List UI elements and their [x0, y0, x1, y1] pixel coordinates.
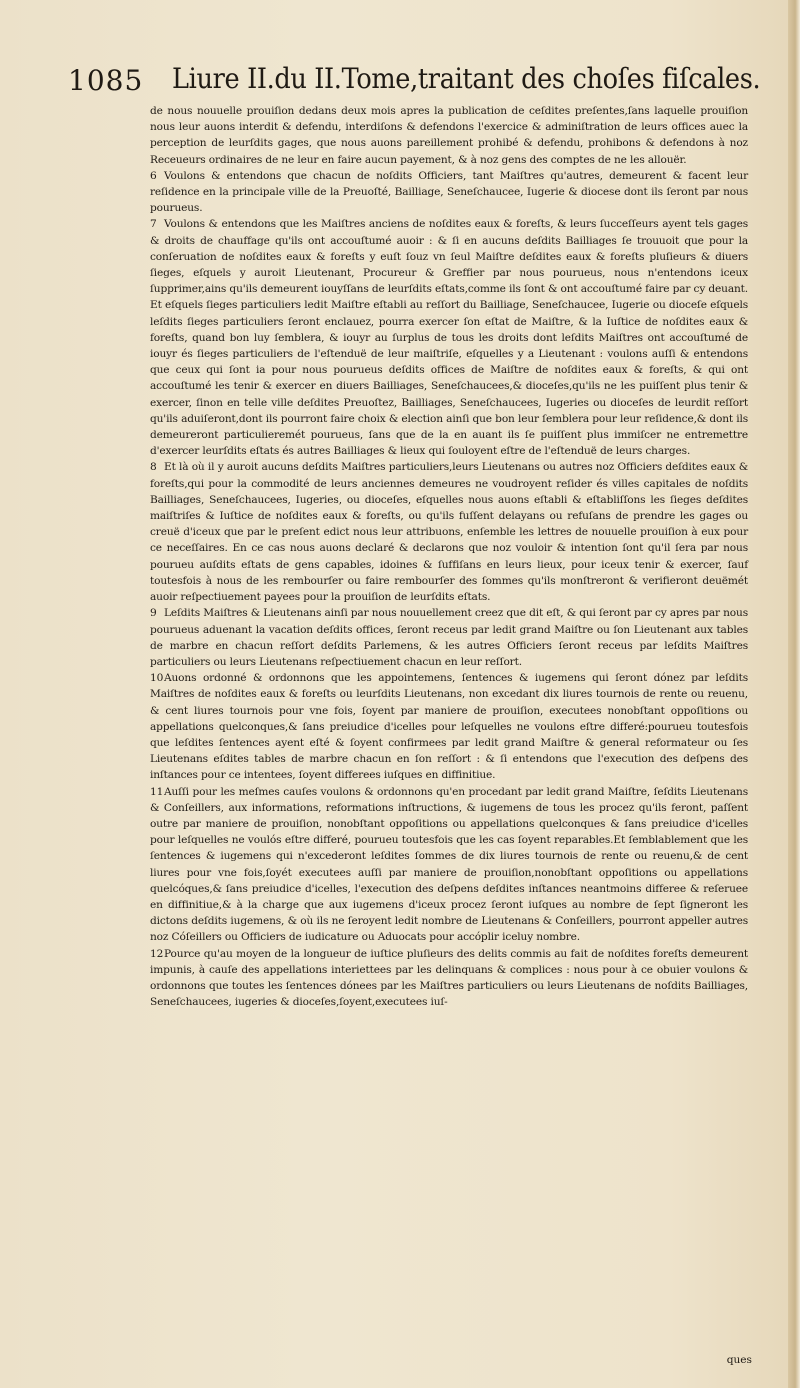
- article-number: 9: [150, 607, 157, 620]
- paragraph-text: Et là où il y auroit aucuns deſdits Maiſtres particuliers,leurs Lieutenans ou autres noz Officiers deſdites eaux & foreſts,qui pour la commodité de leurs anciennes demeures ne voudroyent reſider és villes capitales de noſdits Bailliages, Seneſchaucees, Iugeries, ou dioceſes, eſquelles nous auons eſtabli & eſtabliſſons les ſieges deſdites maiſtriſes & Iuſtice de noſdites eaux & foreſts, ou qu'ils fuſſent delayans ou refuſans de prendre les gages ou creuë d'iceux que par le preſent edict nous leur attribuons, enſemble les lettres de nouuelle prouiſion à eux pour ce neceſſaires. En ce cas nous auons declaré & declarons que noz vouloir & intention ſont qu'il ſera par nous pourueu auſdits eſtats de gens capables, idoines & ſuffiſans en leurs lieux, pour iceux tenir & exercer, ſauf toutesfois à nous de les rembourſer ou faire rembourſer des ſommes qu'ils monſtreront & verifieront deuëmét auoir reſpectiuement payees pour la prouiſion de leurſdits eſtats.: [150, 461, 748, 604]
- paragraph-text: Leſdits Maiſtres & Lieutenans ainſi par nous nouuellement creez que dit eſt, & qui ſeront par cy apres par nous pourueus aduenant la vacation deſdits offices, ſeront receus par ledit grand Maiſtre ou ſon Lieutenant aux tables de marbre en chacun reſſort deſdits Parlemens, & les autres Officiers ſeront receus par leſdits Maiſtres particuliers ou leurs Lieutenans reſpectiuement chacun en leur reſſort.: [150, 607, 748, 668]
- article-number: 6: [150, 169, 157, 182]
- paragraph: [150, 946, 748, 1011]
- paragraph-text: Voulons & entendons que chacun de noſdits Officiers, tant Maiſtres qu'autres, demeurent & facent leur reſidence en la principale ville de la Preuoſté, Bailliage, Seneſchaucee, Iugerie & diocese dont ils ſeront par nous pourueus.: [150, 169, 748, 215]
- paragraph: [150, 784, 748, 946]
- paragraph: [150, 670, 748, 783]
- paragraph: [150, 168, 748, 217]
- page-number: 1085: [68, 64, 144, 97]
- body-text: [150, 103, 748, 1010]
- page-edge: [788, 0, 800, 1388]
- article-number: 8: [150, 461, 157, 474]
- running-title: Liure II.du II.Tome,traitant des choſes fiſcales.: [172, 62, 761, 95]
- page-header: [68, 60, 768, 100]
- paragraph: [150, 103, 748, 168]
- paragraph-text: de nous nouuelle prouiſion dedans deux mois apres la publication de ceſdites preſentes,ſans laquelle prouiſion nous leur auons interdit & defendu, interdiſons & defendons l'exercice & adminiſtration de leurs offices auec la perception de leurſdits gages, que nous auons pareillement prohibé & defendu, prohibons & defendons à noz Receueurs ordinaires de ne leur en faire aucun payement, & à noz gens des comptes de ne les allouër.: [150, 105, 748, 166]
- article-number: 12: [150, 947, 164, 960]
- article-number: 7: [150, 218, 157, 231]
- paragraph: [150, 605, 748, 670]
- catchword: ques: [726, 1354, 752, 1366]
- article-number: 11: [150, 785, 164, 798]
- paragraph-text: Voulons & entendons que les Maiſtres anciens de noſdites eaux & foreſts, & leurs ſucceſſeurs ayent tels gages & droits de chauffage qu'ils ont accouſtumé auoir : & ſi en aucuns deſdits Bailliages ſe trouuoit que pour la conſeruation de noſdites eaux & foreſts y euſt ſouz vn ſeul Maiſtre deſdites eaux & foreſts pluſieurs & diuers ſieges, eſquels y auroit Lieutenant, Procureur & Greffier par nous pourueus, nous n'entendons iceux ſupprimer,ains qu'ils demeurent iouyſſans de leurſdits eſtats,comme ils ſont & ont accouſtumé faire par cy deuant. Et eſquels ſieges particuliers ledit Maiſtre eſtabli au reſſort du Bailliage, Seneſchaucee, Iugerie ou dioceſe eſquels leſdits ſieges particuliers ſeront enclauez, pourra exercer ſon eſtat de Maiſtre, & la Iuſtice de noſdites eaux & foreſts, quand bon luy ſemblera, & iouyr au ſurplus de tous les droits dont leſdits Maiſtres ont accouſtumé de iouyr és ſieges particuliers de l'eſtenduë de leur maiſtriſe, eſquelles y a Lieutenant : voulons auſſi & entendons que ceux qui ſont ia pour nous pourueus deſdits offices de Maiſtre de noſdites eaux & foreſts, & qui ont accouſtumé les tenir & exercer en diuers Bailliages, Seneſchaucees,& dioceſes,qu'ils ne les puiſſent plus tenir & exercer, ſinon en telle ville deſdites Preuoſtez, Bailliages, Seneſchaucees, Iugeries ou dioceſes de leurdit reſſort qu'ils aduiſeront,dont ils pourront faire choix & election ainſi que bon leur ſemblera pour leur reſidence,& dont ils demeureront particulieremét pourueus, ſans que de la en auant ils ſe puiſſent plus immiſcer ne entremettre d'exercer leurſdits eſtats és autres Bailliages & lieux qui ſouloyent eſtre de l'eſtenduë de leurs charges.: [150, 218, 748, 458]
- paragraph-text: Auſſi pour les meſmes cauſes voulons & ordonnons qu'en procedant par ledit grand Maiſtre, ſeſdits Lieutenans & Conſeillers, aux informations, reformations inſtructions, & iugemens de tous les procez qu'ils feront, paſſent outre par maniere de prouiſion, nonobſtant oppoſitions ou appellations quelconques & ſans preiudice d'icelles pour leſquelles ne voulós eſtre differé, pourueu toutesfois que les cas ſoyent reparables.Et ſemblablement que les ſentences & iugemens qui n'excederont leſdites ſommes de dix liures tournois de rente ou reuenu,& de cent liures pour vne fois,ſoyét executees auſſi par maniere de prouiſion,nonobſtant oppoſitions ou appellations quelcóques,& ſans preiudice d'icelles, l'execution des deſpens deſdites inſtances neantmoins differee & reſeruee en diffinitiue,& à la charge que aux iugemens d'iceux procez ſeront iuſques au nombre de ſept ſigneront les dictons deſdits iugemens, & où ils ne ſeroyent ledit nombre de Lieutenans & Conſeillers, pourront appeller autres noz Cóſeillers ou Officiers de iudicature ou Aduocats pour accóplir iceluy nombre.: [150, 785, 748, 944]
- article-number: 10: [150, 672, 164, 685]
- paragraph: [150, 216, 748, 459]
- paragraph-text: Pource qu'au moyen de la longueur de iuſtice pluſieurs des delits commis au fait de noſdites foreſts demeurent impunis, à cauſe des appellations interiettees par les delinquans & complices : nous pour à ce obuier voulons & ordonnons que toutes les ſentences dónees par les Maiſtres particuliers ou leurs Lieutenans de noſdits Bailliages, Seneſchaucees, iugeries & dioceſes,ſoyent,executees iuſ-: [150, 947, 748, 1009]
- paragraph-text: Auons ordonné & ordonnons que les appointemens, ſentences & iugemens qui ſeront dónez par leſdits Maiſtres de noſdites eaux & foreſts ou leurſdits Lieutenans, non excedant dix liures tournois de rente ou reuenu, & cent liures tournois pour vne fois, ſoyent par maniere de prouiſion, executees nonobſtant oppoſitions ou appellations quelconques,& ſans preiudice d'icelles pour leſquelles ne voulons eſtre differé:pourueu toutesfois que leſdites ſentences ayent eſté & ſoyent confirmees par ledit grand Maiſtre & general reformateur ou ſes Lieutenans eſdites tables de marbre chacun en ſon reſſort : & ſi entendons que l'execution des deſpens des inſtances pour ce intentees, ſoyent differees iuſques en diffinitiue.: [150, 672, 748, 782]
- paragraph: [150, 459, 748, 605]
